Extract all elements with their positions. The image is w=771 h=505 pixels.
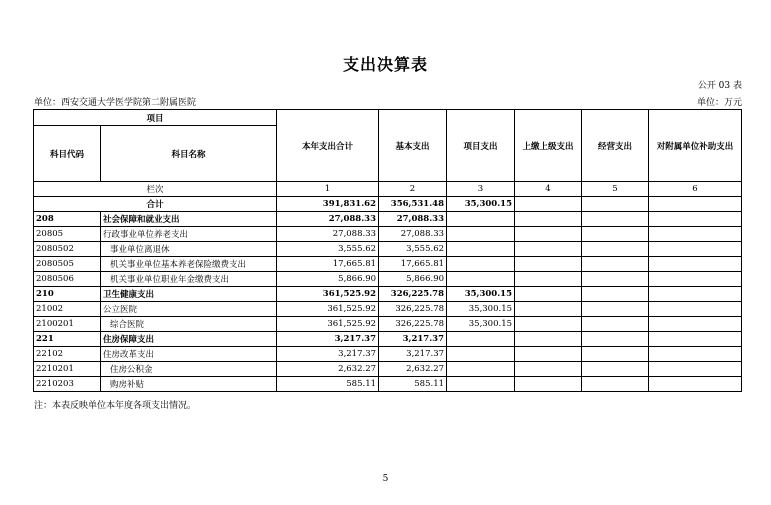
subject-code: 2080506 (34, 272, 101, 287)
total-cell: 27,088.33 (277, 227, 379, 242)
header-code: 科目代码 (34, 126, 101, 182)
basic-cell: 27,088.33 (379, 227, 447, 242)
header-name: 科目名称 (101, 126, 277, 182)
total-cell: 361,525.92 (277, 302, 379, 317)
header-total: 本年支出合计 (277, 110, 379, 182)
project-cell (447, 347, 515, 362)
project-cell (447, 257, 515, 272)
column-index-6: 6 (649, 182, 742, 197)
subject-code: 208 (34, 212, 101, 227)
project-cell (447, 377, 515, 392)
column-index-5: 5 (582, 182, 649, 197)
basic-cell: 3,217.37 (379, 347, 447, 362)
project-cell (447, 227, 515, 242)
subject-code: 2100201 (34, 317, 101, 332)
business-cell (582, 242, 649, 257)
total-basic-cell: 356,531.48 (379, 197, 447, 212)
subsidy-cell (649, 332, 742, 347)
project-cell (447, 212, 515, 227)
column-index-3: 3 (447, 182, 515, 197)
subsidy-cell (649, 362, 742, 377)
total-project-cell: 35,300.15 (447, 197, 515, 212)
column-index-label: 栏次 (34, 182, 277, 197)
business-cell (582, 377, 649, 392)
business-cell (582, 257, 649, 272)
subject-code: 20805 (34, 227, 101, 242)
subject-name: 公立医院 (101, 302, 277, 317)
total-subsidy-cell (649, 197, 742, 212)
business-cell (582, 332, 649, 347)
column-index-4: 4 (515, 182, 582, 197)
header-row-item (34, 110, 742, 126)
total-cell: 2,632.27 (277, 362, 379, 377)
header-subsidy: 对附属单位补助支出 (649, 110, 742, 182)
upper-cell (515, 332, 582, 347)
total-cell: 391,831.62 (277, 197, 379, 212)
subsidy-cell (649, 257, 742, 272)
total-cell: 3,217.37 (277, 347, 379, 362)
business-cell (582, 212, 649, 227)
basic-cell: 17,665.81 (379, 257, 447, 272)
project-cell: 35,300.15 (447, 317, 515, 332)
upper-cell (515, 272, 582, 287)
subject-name: 住房改革支出 (101, 347, 277, 362)
project-cell (447, 242, 515, 257)
project-cell: 35,300.15 (447, 302, 515, 317)
subject-name: 住房公积金 (101, 362, 277, 377)
table-row (34, 347, 742, 362)
subsidy-cell (649, 377, 742, 392)
total-upper-cell (515, 197, 582, 212)
total-cell: 3,555.62 (277, 242, 379, 257)
basic-cell: 27,088.33 (379, 212, 447, 227)
upper-cell (515, 362, 582, 377)
business-cell (582, 362, 649, 377)
total-business-cell (582, 197, 649, 212)
header-basic: 基本支出 (379, 110, 447, 182)
business-cell (582, 227, 649, 242)
business-cell (582, 287, 649, 302)
basic-cell: 3,555.62 (379, 242, 447, 257)
subject-name: 住房保障支出 (101, 332, 277, 347)
subject-name: 机关事业单位基本养老保险缴费支出 (101, 257, 277, 272)
business-cell (582, 317, 649, 332)
project-cell (447, 362, 515, 377)
table-row (34, 317, 742, 332)
subsidy-cell (649, 317, 742, 332)
basic-cell: 326,225.78 (379, 287, 447, 302)
subject-name: 社会保障和就业支出 (101, 212, 277, 227)
upper-cell (515, 242, 582, 257)
subsidy-cell (649, 287, 742, 302)
unit-organization: 单位：西安交通大学医学院第二附属医院 (34, 98, 197, 108)
header-upper: 上缴上级支出 (515, 110, 582, 182)
business-cell (582, 302, 649, 317)
basic-cell: 2,632.27 (379, 362, 447, 377)
project-cell (447, 272, 515, 287)
column-index-2: 2 (379, 182, 447, 197)
subsidy-cell (649, 347, 742, 362)
upper-cell (515, 347, 582, 362)
basic-cell: 326,225.78 (379, 302, 447, 317)
header-item: 项目 (34, 110, 277, 126)
subject-code: 21002 (34, 302, 101, 317)
upper-cell (515, 257, 582, 272)
total-label: 合计 (34, 197, 277, 212)
business-cell (582, 347, 649, 362)
upper-cell (515, 317, 582, 332)
basic-cell: 326,225.78 (379, 317, 447, 332)
expenditure-table (33, 109, 742, 392)
basic-cell: 5,866.90 (379, 272, 447, 287)
subject-code: 221 (34, 332, 101, 347)
subject-code: 22102 (34, 347, 101, 362)
subject-name: 行政事业单位养老支出 (101, 227, 277, 242)
basic-cell: 585.11 (379, 377, 447, 392)
table-row (34, 242, 742, 257)
subject-name: 综合医院 (101, 317, 277, 332)
subject-name: 卫生健康支出 (101, 287, 277, 302)
upper-cell (515, 287, 582, 302)
page-number: 5 (382, 474, 389, 484)
upper-cell (515, 227, 582, 242)
subject-code: 2080505 (34, 257, 101, 272)
table-row (34, 227, 742, 242)
table-row (34, 212, 742, 227)
upper-cell (515, 302, 582, 317)
subject-name: 机关事业单位职业年金缴费支出 (101, 272, 277, 287)
basic-cell: 3,217.37 (379, 332, 447, 347)
column-index-1: 1 (277, 182, 379, 197)
table-number: 公开 03 表 (697, 81, 742, 91)
subsidy-cell (649, 227, 742, 242)
table-row (34, 332, 742, 347)
header-business: 经营支出 (582, 110, 649, 182)
project-cell (447, 332, 515, 347)
unit-measure: 单位：万元 (696, 98, 742, 108)
subject-name: 购房补贴 (101, 377, 277, 392)
business-cell (582, 272, 649, 287)
column-index-row (34, 182, 742, 197)
unit-line (34, 95, 742, 108)
subject-name: 事业单位离退休 (101, 242, 277, 257)
subsidy-cell (649, 302, 742, 317)
total-cell: 5,866.90 (277, 272, 379, 287)
table-row (34, 287, 742, 302)
table-row (34, 377, 742, 392)
total-cell: 27,088.33 (277, 212, 379, 227)
upper-cell (515, 212, 582, 227)
subject-code: 2080502 (34, 242, 101, 257)
total-cell: 3,217.37 (277, 332, 379, 347)
subject-code: 2210201 (34, 362, 101, 377)
table-row (34, 302, 742, 317)
table-row (34, 257, 742, 272)
subject-code: 210 (34, 287, 101, 302)
total-cell: 17,665.81 (277, 257, 379, 272)
subject-code: 2210203 (34, 377, 101, 392)
page-title: 支出决算表 (342, 55, 428, 74)
subsidy-cell (649, 212, 742, 227)
total-row (34, 197, 742, 212)
total-cell: 361,525.92 (277, 317, 379, 332)
header-project: 项目支出 (447, 110, 515, 182)
total-cell: 585.11 (277, 377, 379, 392)
table-note: 注：本表反映单位本年度各项支出情况。 (34, 401, 197, 411)
subsidy-cell (649, 272, 742, 287)
project-cell: 35,300.15 (447, 287, 515, 302)
upper-cell (515, 377, 582, 392)
total-cell: 361,525.92 (277, 287, 379, 302)
subsidy-cell (649, 242, 742, 257)
table-row (34, 362, 742, 377)
table-row (34, 272, 742, 287)
